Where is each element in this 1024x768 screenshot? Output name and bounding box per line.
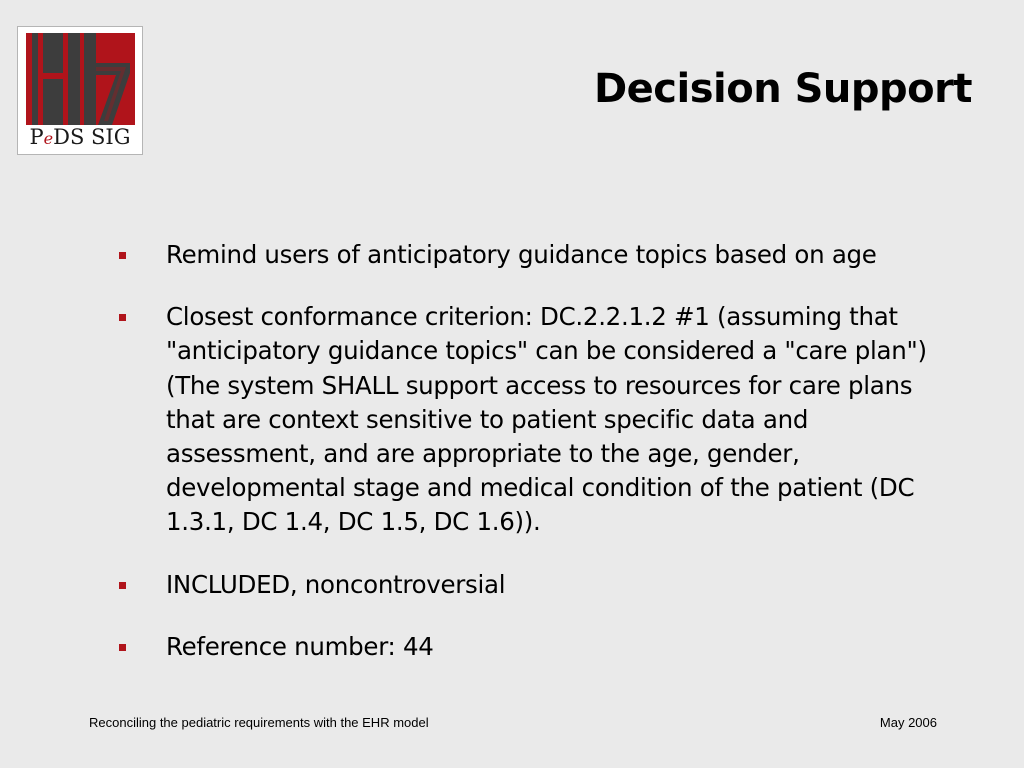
bullet-text: Remind users of anticipatory guidance topics based on age bbox=[166, 240, 877, 269]
hl7-pedssig-logo bbox=[17, 26, 143, 155]
square-bullet-icon bbox=[119, 582, 126, 589]
bullet-item bbox=[114, 238, 944, 272]
bullet-text: Closest conformance criterion: DC.2.2.1.2 #1 (assuming that "anticipatory guidance topics" can be considered a "care plan") (The system SHALL support access to resources for care plans that are context sensitive to patient specific data and assessment, and are appropriate to the age, gender, developmental stage and medical condition of the patient (DC 1.3.1, DC 1.4, DC 1.5, DC 1.6)). bbox=[166, 302, 927, 537]
hl7-logo-mark bbox=[26, 33, 135, 125]
bullet-item bbox=[114, 630, 944, 664]
bullet-list bbox=[114, 238, 944, 692]
square-bullet-icon bbox=[119, 252, 126, 259]
bullet-text: INCLUDED, noncontroversial bbox=[166, 569, 506, 599]
square-bullet-icon bbox=[119, 314, 126, 321]
bullet-item bbox=[114, 300, 944, 539]
logo-caption: PeDS SIG bbox=[29, 125, 131, 149]
footer-presentation-title: Reconciling the pediatric requirements with the EHR model bbox=[89, 715, 429, 730]
bullet-text: Reference number: 44 bbox=[166, 631, 434, 661]
square-bullet-icon bbox=[119, 644, 126, 651]
bullet-item bbox=[114, 568, 944, 602]
footer-date: May 2006 bbox=[879, 715, 937, 730]
slide-title: Decision Support bbox=[593, 66, 972, 112]
